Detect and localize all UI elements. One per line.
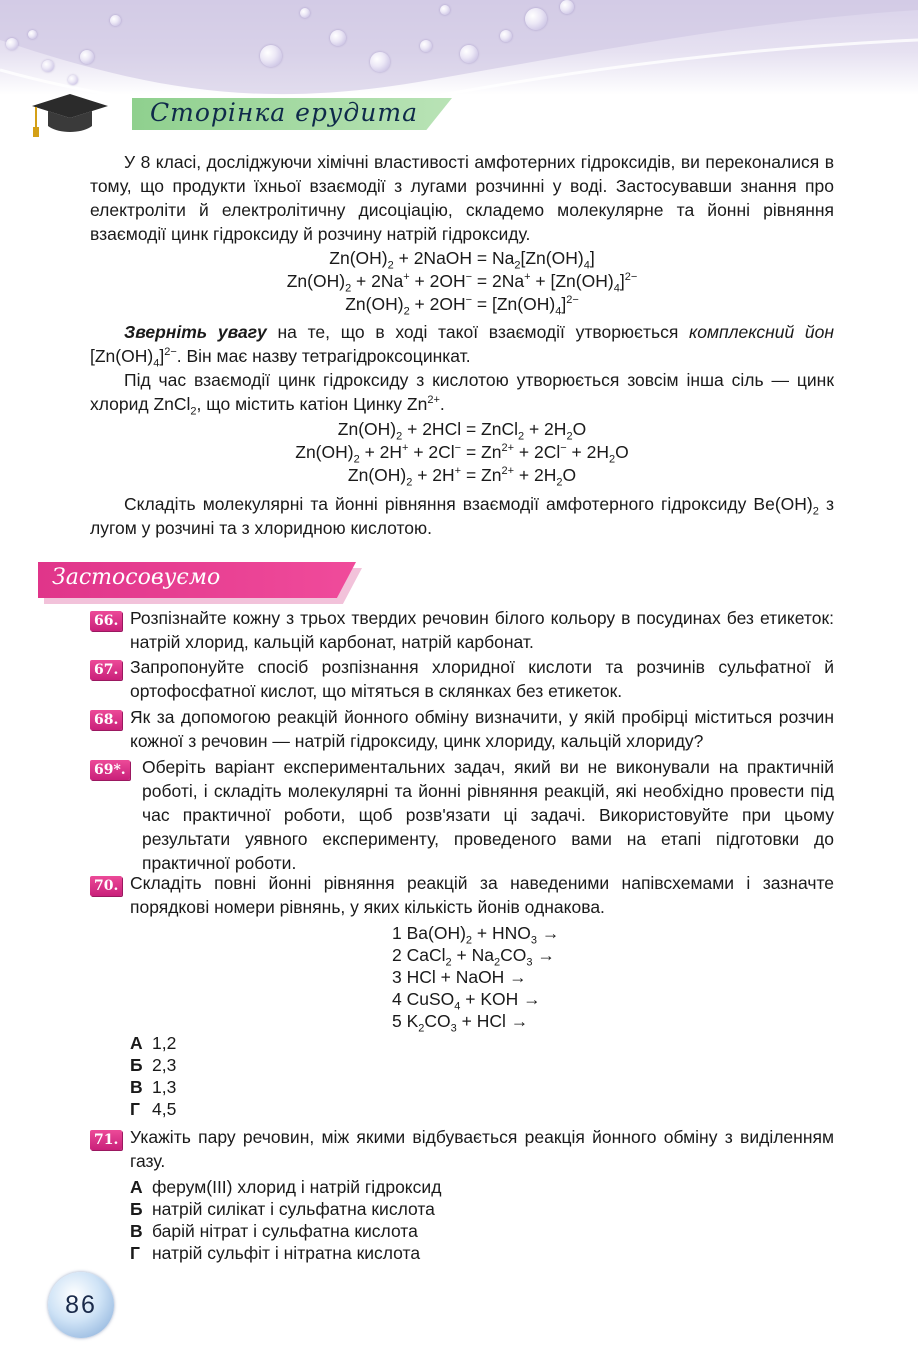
scheme-5: 5 $K_2CO_3$ + HCl → [392, 1011, 529, 1035]
equation-2: $Zn(OH)_2 + 2Na^+ + 2OH^- = 2Na^+ + [Zn(OH)_4]^{2-}$ [286, 271, 638, 295]
bubble [42, 60, 54, 72]
task-70-option-c: В 1,3 [130, 1077, 177, 1097]
task-number-68: 68. [90, 710, 122, 730]
page-number: 86 [48, 1272, 114, 1338]
scheme-1: 1 $Ba(OH)_2 + HNO_3$ → [392, 923, 560, 947]
task-71-text: Укажіть пару речовин, між якими відбувається реакція йонного обміну з виділенням газу. [130, 1127, 834, 1171]
task-68-text: Як за допомогою реакцій йонного обміну визначити, у якій пробірці міститься розчин кожної з речовин — натрій гідроксиду, цинк хлориду, кальцій хлориду? [130, 707, 834, 751]
task-number-69: 69*. [90, 760, 130, 780]
task-67-text: Запропонуйте спосіб розпізнання хлоридної кислоти та розчинів сульфатної й ортофосфатної кислот, що мітяться в склянках без етикеток. [130, 657, 834, 701]
task-70-option-d: Г 4,5 [130, 1099, 177, 1119]
exercise-paragraph: Складіть молекулярні та йонні рівняння взаємодії амфотерного гідроксиду $Be(OH)_2$ з лугом у розчині та з хлоридною кислотою. [90, 494, 834, 538]
task-70-option-a: А 1,2 [130, 1033, 177, 1053]
bubble [525, 8, 547, 30]
bubble [330, 30, 346, 46]
task-71-option-c: В барій нітрат і сульфатна кислота [130, 1221, 418, 1241]
bubble [260, 45, 282, 67]
bubble [460, 45, 478, 63]
task-66-text: Розпізнайте кожну з трьох твердих речовин білого кольору в посудинах без етикеток: натрій хлорид, кальцій карбонат, натрій карбонат. [130, 608, 834, 652]
graduation-cap-icon [28, 94, 112, 140]
scheme-2: 2 CaCl$_2$ + $Na_2CO_3$ → [392, 945, 555, 969]
task-number-66: 66. [90, 611, 122, 631]
apply-title: Застосовуємо [52, 565, 221, 590]
bubble [300, 8, 310, 18]
equation-4: $Zn(OH)_2 + 2HCl$ = ZnCl$_2$ + $2H_2O$ [337, 419, 587, 443]
bubble [370, 52, 390, 72]
acid-paragraph: Під час взаємодії цинк гідроксиду з кислотою утворюється зовсім інша сіль — цинк хлорид ZnCl$_2$, що містить катіон Цинку $Zn^{2+}$. [90, 370, 834, 418]
apply-section-header [38, 562, 368, 602]
bubble [6, 38, 18, 50]
equation-3: $Zn(OH)_2 + 2OH^- = [Zn(OH)_4]^{2-}$ [345, 294, 579, 318]
task-71-option-d: Г натрій сульфіт і нітратна кислота [130, 1243, 421, 1263]
task-71-option-a: А ферум(III) хлорид і натрій гідроксид [130, 1177, 442, 1197]
note-paragraph: Зверніть увагу на те, що в ході такої взаємодії утворюється комплексний йон $[Zn(OH)_4]^{2-}$. Він має назву тетрагідроксоцинкат. [90, 322, 834, 370]
equation-5: $Zn(OH)_2 + 2H^+ + 2Cl^- = Zn^{2+} + 2Cl^- + 2H_2O$ [295, 442, 629, 466]
task-number-71: 71. [90, 1130, 122, 1150]
section-title: Сторінка ерудита [150, 98, 418, 127]
task-number-67: 67. [90, 660, 122, 680]
scheme-4: 4 CuSO$_4$ + KOH → [392, 989, 541, 1013]
task-70-option-b: Б 2,3 [130, 1055, 177, 1075]
equation-6: $Zn(OH)_2 + 2H^+ = Zn^{2+} + 2H_2O$ [347, 465, 577, 489]
bubble [80, 50, 94, 64]
bubble [68, 75, 78, 85]
equation-1: $Zn(OH)_2$ + 2NaOH = $Na_2[Zn(OH)_4]$ [329, 248, 595, 272]
bubble [560, 0, 574, 14]
erudite-section-header [28, 94, 438, 140]
bubble [500, 30, 512, 42]
task-71-option-b: Б натрій силікат і сульфатна кислота [130, 1199, 435, 1219]
bubble [28, 30, 37, 39]
task-number-70: 70. [90, 876, 122, 896]
scheme-3: 3 HCl + NaOH → [392, 967, 527, 987]
task-70-text: Складіть повні йонні рівняння реакцій за наведеними напівсхемами і зазначте порядкові номери рівнянь, у яких кількість йонів однакова. [130, 873, 834, 917]
intro-paragraph: У 8 класі, досліджуючи хімічні властивості амфотерних гідроксидів, ви переконалися в тому, що продукти їхньої взаємодії з лугами розчинні у воді. Застосувавши знання про електроліти й електролітичну дисоціацію, складемо молекулярне та йонні рівняння взаємодії цинк гідроксиду й розчину натрій гідроксиду. [90, 152, 834, 244]
bubble [420, 40, 432, 52]
bubble [110, 15, 121, 26]
bubble [440, 5, 450, 15]
task-69-text: Оберіть варіант експериментальних задач, який ви не виконували на практичній роботі, і складіть молекулярні та йонні рівняння реакцій, які необхідно провести під час практичної роботи, щоб розв'язати ці задачі. Використовуйте при цьому результати уявного експерименту, проведеного вами на етапі підготовки до практичної роботи. [142, 757, 834, 873]
